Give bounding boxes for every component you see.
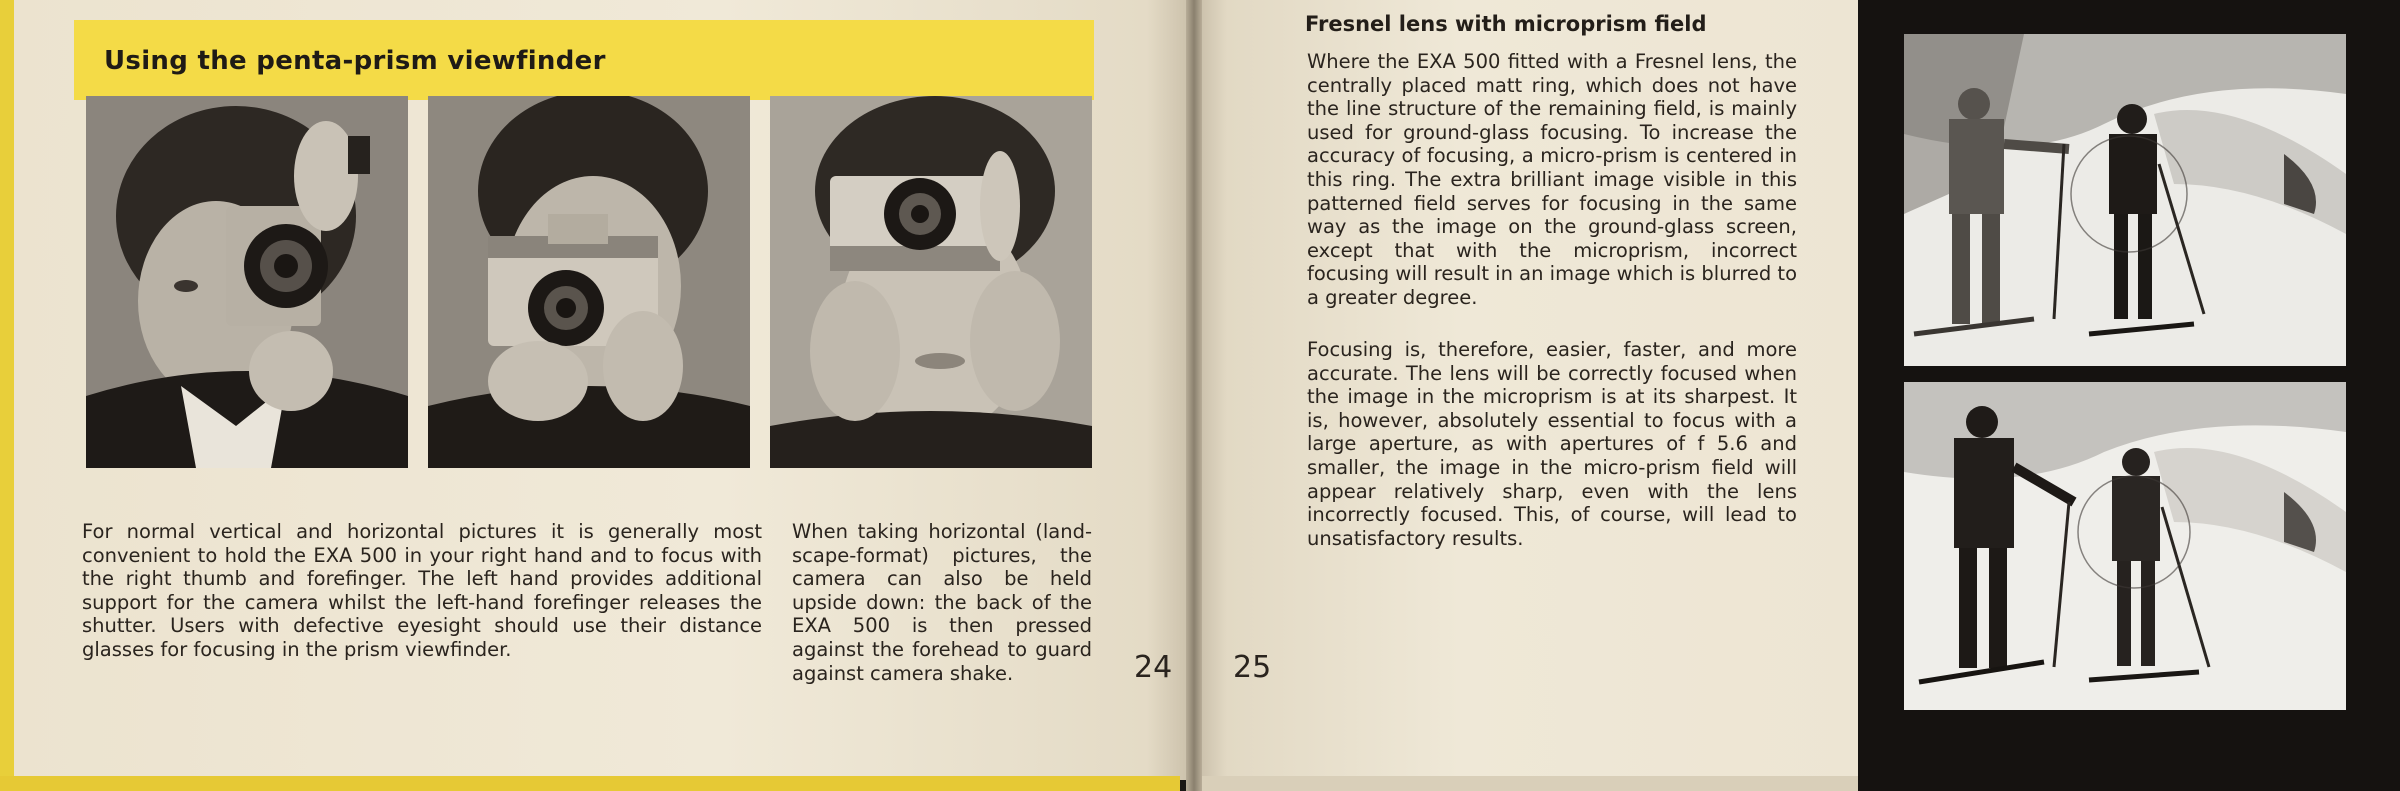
page-number-right: 25 [1233, 650, 1272, 685]
photo-skiers-microprism [1904, 382, 2346, 710]
left-paragraph-1: For normal vertical and horizontal pictures it is generally most convenient to hold the EXA 500 in your right hand and to focus with the right thumb and forefinger. The left hand provides additional support for the camera whilst the left-hand forefinger releases the shutter. Users with defective eyesight should use their distance glasses for focusing in the prism viewfinder. [82, 520, 762, 661]
page-heading: Using the penta-prism viewfinder [104, 46, 606, 76]
page-number-left: 24 [1134, 650, 1173, 685]
section-heading: Fresnel lens with microprism field [1305, 12, 1707, 36]
left-paragraph-2: When taking horizontal (land-scape-format) pictures, the camera can also be held upside down: the back of the EXA 500 is then pressed against the forehead to guard against camera shake. [792, 520, 1092, 685]
heading-bar [74, 20, 1094, 100]
photo-upside-down-hold [770, 96, 1092, 468]
page-edge-bottom [1194, 776, 1858, 791]
cover-edge [0, 0, 14, 791]
book-gutter [1186, 0, 1202, 791]
right-paragraph-1: Where the EXA 500 fitted with a Fresnel lens, the centrally placed matt ring, which does not have the line structure of the remaining field, is mainly used for ground-glass focusing. To increase the accuracy of focusing, a micro-prism is centered in this ring. The extra brilliant image visible in this patterned field serves for focusing in the same way as the image on the ground-glass screen, except that with the microprism, incorrect focusing will result in an image which is blurred to a greater degree. [1307, 50, 1797, 309]
photo-skiers-sharp [1904, 34, 2346, 366]
cover-edge-bottom [0, 776, 1180, 791]
right-paragraph-2: Focusing is, therefore, easier, faster, and more accurate. The lens will be correctly focused when the image in the microprism is at its sharpest. It is, however, absolutely essential to focus with a large aperture, as with apertures of f 5.6 and smaller, the image in the micro-prism field will appear relatively sharp, even with the lens incorrectly focused. This, of course, will lead to unsatisfactory results. [1307, 338, 1797, 550]
photo-vertical-hold [86, 96, 408, 468]
photo-horizontal-hold [428, 96, 750, 468]
